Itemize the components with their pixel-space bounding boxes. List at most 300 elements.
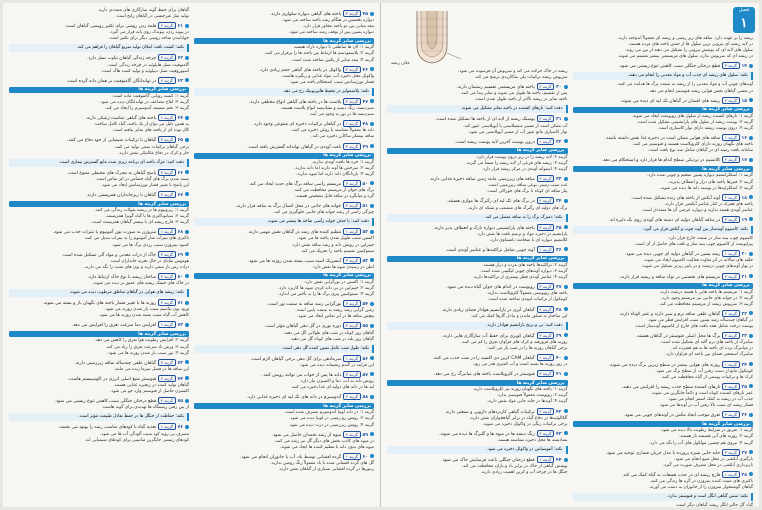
text-line: گزینه ۱: اکسین در نورگرایی نقش دارد. (304, 279, 374, 285)
section-header: بررسی سایر گزینه ها (573, 421, 754, 427)
question-number: ۶۲ (177, 56, 183, 62)
text-line: آوندهای چوبی آب و مواد معدنی را از ریشه به سمت برگ ها هدایت می کنند. (616, 82, 753, 88)
answer-option-tag: گزینه ۴ (722, 273, 739, 280)
answer-text: تنظیم کننده های رشد در گیاهان نقش مهمی دارند. (247, 230, 342, 236)
question-number: ۵۸ (362, 395, 368, 401)
answer-text: فتوسنتز منبع اصلی انرژی در اکوسیستم هاست. (67, 376, 157, 382)
text-line: در بهار آوندهای چوبی درشت و در پاییز ریزتر تشکیل می شوند. (641, 264, 753, 270)
section-header: بررسی سایر گزینه ها (573, 283, 754, 289)
answer-option-tag: گزینه ۱ (158, 423, 175, 430)
question-number: ۶۷ (177, 192, 183, 198)
bullet-icon (185, 323, 189, 327)
text-line: گزینه ۲: روپوست معمولاً فتوسنتز ندارد. (496, 393, 568, 399)
text-line: اکسیژن حاصل از فتوسنتز وارد جو می شود. (110, 389, 189, 395)
answer-text: یاخته های گیاهی تمامیت ژنتیکی دارند. (85, 116, 157, 122)
bullet-icon (185, 425, 189, 429)
answer-item (194, 66, 374, 74)
left-page-column-2 (9, 8, 189, 502)
answer-item (387, 430, 568, 438)
question-number: ۳۲ (556, 139, 562, 145)
answer-option-tag: گزینه ۴ (158, 191, 175, 198)
question-number: ۶۹ (177, 252, 183, 258)
text-line: خار و کرک در دفاع مکانیکی نقش دارند. (117, 150, 189, 156)
section-header: بررسی سایر گزینه ها (9, 331, 189, 337)
answer-item (387, 246, 568, 254)
text-line: کوتیکول مانع از دست رفتن آب از سطح برگ می شود. (655, 368, 753, 374)
text-line: گزینه ۱: لان ها مناطقی با دیواره نازک هستند. (292, 45, 374, 51)
text-line: گیاهان برای حفظ گونه سازگاری های متعددی دارند. (97, 8, 189, 13)
bullet-icon (749, 98, 753, 102)
book-spread (3, 3, 759, 507)
text-line: گیاه گل جالیز انگل ریشه گیاهان دیگر است. (675, 503, 753, 509)
question-number: ۲۴ (741, 362, 747, 368)
answer-text: گیاهان علفی ساقه نرم و سبز دارند و عمر کوتاه دارند. (618, 311, 721, 317)
root-tip-figure (387, 9, 568, 67)
answer-item (9, 375, 189, 383)
bullet-icon (370, 67, 374, 71)
text-line: در خاک های خشک ریشه های عمیق تر دیده می شوند. (92, 281, 189, 286)
answer-text: رنگ دیسه ها در میوه ها و گلبرگ ها دیده می شوند. (439, 431, 535, 437)
bullet-icon (749, 136, 753, 140)
answer-option-tag: گزینه ۴ (158, 77, 175, 84)
answer-option-tag: گزینه ۱ (537, 246, 554, 253)
question-number: ۳۶ (556, 247, 562, 253)
question-number: ۶۸ (177, 230, 183, 236)
answer-option-tag: گزینه ۲ (722, 411, 739, 418)
text-line: مصرف بی رویه کود سبب آلودگی آب ها می شود. (100, 431, 189, 437)
answer-item (194, 393, 374, 401)
answer-text: روپوست در اندام های جوان گیاه دیده می شود. (446, 285, 535, 291)
right-page-column-2 (387, 8, 568, 502)
answer-item (387, 115, 568, 123)
question-number: ۶۴ (177, 116, 183, 122)
question-number: ۲۵ (741, 384, 747, 390)
text-line: در پیوند زدن، پیوندک روی پایه قرار می گیرد. (109, 30, 189, 36)
text-line: کاهش آب گیاه سبب بسته شدن روزنه ها می شود. (98, 313, 189, 319)
bullet-icon (564, 199, 568, 203)
answer-option-tag: گزینه ۳ (537, 283, 554, 290)
answer-option-tag: گزینه ۴ (722, 383, 739, 390)
bullet-icon (749, 64, 753, 68)
answer-option-tag: گزینه ۲ (537, 83, 554, 90)
question-number: ۲۷ (741, 450, 747, 456)
text-line: گزینه ۲: در جوانه های جانبی نیز مریستم وجود دارد. (661, 295, 753, 301)
question-number: ۳۱ (556, 117, 562, 123)
answer-item (573, 134, 754, 142)
text-line: میوه های بدون دانه با تنظیم کننده ها ایجاد می شوند. (279, 444, 374, 450)
text-line: یاخته های روپوستی معمولاً کلروپلاست ندارند. (486, 291, 568, 297)
answer-item (9, 191, 189, 199)
text-line: گزینه ۴: نور سبب باز شدن روزنه ها می شود. (107, 350, 189, 356)
bullet-icon (185, 56, 189, 60)
note-box (573, 226, 754, 234)
text-line: دیواره نخستین در هنگام رشد یاخته ساخته می شود. (281, 18, 374, 24)
answer-item (387, 224, 568, 232)
text-line: این ساختار به شناور ماندن و تبادل گازها کمک می کند. (470, 313, 568, 319)
answer-option-tag: گزینه ۴ (158, 299, 175, 306)
answer-option-tag: گزینه ۱ (722, 361, 739, 368)
text-line: پیچش ساقه ها در اثر تماس ایجاد می شود. (297, 314, 374, 320)
text-line: برخی گیاهان روزنه ها را در شب باز می کنند. (486, 345, 568, 351)
text-line: گیاهان تولید کننده در زنجیره غذایی هستند. (113, 383, 189, 389)
text-line: نشادیسه ها محل ذخیره نشاسته هستند. (496, 437, 568, 443)
note-text: نکته: سلول های ریشه ای جذب آب و مواد معدنی را انجام می دهند. (627, 73, 748, 79)
text-line: ریشه در خاک حرکت می کند و سرپوش آن فرسوده می شود. (458, 69, 568, 74)
bullet-icon (370, 181, 374, 185)
answer-item (387, 354, 568, 362)
question-number: ۶۰ (362, 454, 368, 460)
answer-item (573, 194, 754, 202)
question-number: ۳۰ (556, 85, 562, 91)
note-text: نکته: دمبرگ برگ را به ساقه متصل می کند. (484, 214, 563, 220)
answer-option-tag: گزینه ۳ (722, 62, 739, 69)
answer-text: گرده افشانی توسط باد، آب یا جانوران انجام می شود. (240, 454, 342, 460)
bullet-icon (564, 333, 568, 337)
text-line: در لایه ریشه ای بیرونی ترین سلول ها از جنس یاخته های مرده هستند. (628, 42, 753, 48)
text-line: فشار ریشه ای سبب بالا رفتن آب در آوندها می شود. (658, 403, 753, 409)
text-line: این فرایند در گندم زمستانه دیده می شود. (299, 362, 374, 368)
answer-text: ترکیبات گیاهی کاربردهای دارویی و صنعتی دارند. (444, 409, 535, 415)
section-header: بررسی سایر گزینه ها (387, 380, 568, 386)
answer-option-tag: گزینه ۲ (537, 197, 554, 204)
answer-item (387, 175, 568, 183)
text-line: گزینه ۲: فیبرها یاخته های دراز و انعطاف پذیرند. (667, 179, 753, 185)
section-header: بررسی سایر گزینه ها (573, 166, 754, 172)
text-line: گزینه ۱: تعریق در شرایط رطوبت بالا دیده می شود. (660, 428, 753, 434)
question-number: ۲۱ (741, 274, 747, 280)
question-number: ۷۳ (177, 360, 183, 366)
text-line: یاخته های نگهبان روزنه دارای کلروپلاست هستند و فتوسنتز می کنند. (632, 142, 753, 148)
text-line: گره و میانگره در ساقه قابل تشخیص هستند. (294, 194, 374, 200)
answer-text: پاسخ گیاهان به محرک های محیطی متنوع است. (67, 170, 157, 176)
note-text: نکته: کشت بافت امکان تولید سریع گیاهان را فراهم می کند. (76, 45, 184, 51)
text-line: سلول های لایه ای که پوشش بیرونی را تشکیل می دهند از بین می روند. (624, 48, 753, 54)
chapter-label: فصل (738, 7, 750, 13)
answer-text: پلاست ها در یاخته های گیاهی انواع مختلفی دارند. (248, 99, 342, 105)
answer-option-tag: گزینه ۲ (722, 194, 739, 201)
answer-option-tag: گزینه ۴ (343, 202, 360, 209)
question-number: ۵۲ (362, 230, 368, 236)
answer-text: آندوسپرم در دانه های تک لپه ای ذخیره غذایی دارد. (246, 395, 342, 401)
section-header: بررسی سایر گزینه ها (573, 107, 754, 113)
answer-option-tag: گزینه ۴ (537, 430, 554, 437)
answer-text: گیاهان با ترکیبات شیمیایی از خود دفاع می کنند. (66, 138, 157, 144)
answer-text: قطع درختان جنگلی سبب کاهش تنوع زیستی می شود. (618, 64, 721, 70)
bullet-icon (185, 252, 189, 256)
text-line: گزینه ۳: تخم ضمیمه آندوسپرم را ایجاد می کند. (104, 106, 189, 112)
bullet-icon (185, 274, 189, 278)
question-number: ۵۷ (362, 372, 368, 378)
text-line: چیرگی رأسی از رشد جوانه های جانبی جلوگیری می کند. (273, 210, 374, 216)
text-line: ساقه نیشکر ساکارز ذخیره می کند. (311, 134, 374, 140)
answer-option-tag: گزینه ۲ (343, 66, 360, 73)
note-text: دقت کنید: نی و برنج پارانشیم هوادار دارند. (486, 322, 563, 328)
note-text: دقت کنید: مرگ یاخته ای برنامه ریزی شده مانع گسترش بیماری است. (58, 159, 184, 165)
right-page-columns (387, 8, 753, 509)
text-line: گزینه ۴: آوندها در جابه جایی مواد نقش دارند. (486, 399, 568, 405)
bullet-icon (749, 472, 753, 476)
question-number: ۳۴ (556, 199, 562, 205)
left-page-columns (9, 8, 374, 502)
answer-text: روزنه های هوایی بیشتر در سطح زیرین برگ دیده می شوند. (608, 362, 721, 368)
text-line: جیبرلین در رویش دانه و رشد ساقه نقش دارد. (291, 242, 374, 248)
text-line: گزینه ۲: لقاح مضاعف در نهاندانگان دیده می شود. (99, 99, 189, 105)
text-line: گزینه ۳: قارچ ریشه ای با بیشتر گیاهان همزیست است. (90, 220, 189, 226)
answer-item (194, 431, 374, 439)
text-line: تیغه میانی بین دو یاخته مجاور قرار دارد. (302, 24, 374, 30)
text-line: اسپوروفیت نسل دیپلوئید و تولید کننده هاگ است. (101, 68, 189, 74)
text-line: گزینه ۱: کیسه رویانی گامتوفیت ماده است. (112, 93, 189, 99)
text-line: پس از تقسیم، یاخته ها طویل می شوند و تمایز پیدا می کنند. (460, 91, 568, 97)
answer-text: واکوئل در یاخته های گیاهی حجم زیادی دارد. (259, 67, 342, 73)
answer-text: آبسیزیک اسید سبب بسته شدن روزنه ها می شود. (247, 258, 342, 264)
answer-text: جابه جایی شیره پرورده با مدل جریان فشاری توجیه می شود. (605, 450, 721, 456)
text-line: سبزدیسه، رنگ دیسه و نشادیسه انواع پلاست هستند. (280, 106, 374, 112)
answer-text: یاخته های مریستمی تقسیم رشتمان دارند. (456, 85, 535, 91)
question-number: ۶۱ (177, 24, 183, 30)
answer-item (9, 423, 189, 431)
text-line: لپه ها در دانه های دولپه ای غذا ذخیره می کنند. (290, 385, 374, 391)
answer-text: چرخه زندگی گیاهان تناوب نسل دارد. (87, 56, 157, 62)
question-number: ۳۸ (556, 307, 562, 313)
answer-option-tag: گزینه ۱ (537, 456, 554, 463)
answer-item (387, 306, 568, 314)
answer-option-tag: گزینه ۳ (722, 216, 739, 223)
bullet-icon (185, 376, 189, 380)
bullet-icon (185, 24, 189, 28)
answer-item (573, 411, 754, 419)
question-number: ۳۹ (556, 333, 562, 339)
answer-text: گیاهان آبزی در پارانشیم هوادار فضای زیادی دارند. (441, 307, 535, 313)
answer-text: فتوسنتز در کلروپلاست یاخته های میانبرگ رخ می دهد. (433, 372, 535, 378)
text-line: زنبورها در گرده افشانی بسیاری از گیاهان نقش دارند. (278, 467, 374, 473)
answer-text: یاخته های گیاهی دیواره سلولزی دارند. (269, 12, 342, 17)
answer-option-tag: گزینه ۳ (722, 449, 739, 456)
section-header: بررسی سایر گزینه ها (9, 201, 189, 207)
answer-option-tag: گزینه ۱ (537, 138, 554, 145)
note-text: نکته: ریشه های هوایی در گیاهان مناطق مرطوب دیده می شوند. (69, 290, 184, 296)
text-line: گزینه ۳: پوست ریشه از سلول های پارانشیمی تشکیل شده است. (636, 119, 753, 125)
text-line: در میوه های کاذب بخش های دیگر گل نیز رشد می کنند. (274, 438, 374, 444)
bullet-icon (564, 431, 568, 435)
text-line: یاخته های همراه در کنار عناصر آبکشی قرار دارند. (664, 201, 753, 207)
note-text: نکته: پلاسمولیز در محیط هایپرتونیک رخ می دهد. (282, 88, 369, 94)
text-line: آلکالوئیدها در دفاع گیاه در برابر گیاهخواران نقش دارند. (469, 415, 568, 421)
answer-option-tag: گزینه ۳ (537, 175, 554, 182)
question-number: ۱۶ (741, 136, 747, 142)
text-line: جذب آب در ریشه به کمک اسمز انجام می شود. (667, 397, 753, 403)
question-number: ۵۶ (362, 356, 368, 362)
text-line: برخی ترکیبات رنگی در واکوئل ذخیره می شوند. (482, 421, 568, 427)
text-line: کوتیکول از ترکیبات لیپیدی ساخته شده است. (487, 297, 568, 303)
text-line: گیاهان روز کوتاه در شب های طولانی گل می دهند. (283, 330, 374, 336)
text-line: فشار تورژسانس سبب استحکام یاخته می شود. (289, 79, 374, 85)
answer-text: در ساقه گیاهان دولپه ای دسته های آوندی روی یک دایره اند. (608, 217, 721, 223)
answer-text: روزنه ها با تغییر فشار یاخته های نگهبان باز و بسته می شوند. (42, 301, 157, 307)
text-line: به همین دلیل می توان از یک یاخته، گیاه کامل ساخت. (93, 122, 189, 128)
text-line: در روز روزنه ها بسته است و آب کمتری هدر می رود. (472, 362, 568, 368)
text-line: سامانه بافت زمینه ای در گیاهان شامل سه نوع بافت است. (647, 148, 753, 154)
bullet-icon (749, 217, 753, 221)
text-line: دیواره پسین پس از توقف رشد ساخته می شود. (288, 30, 374, 36)
text-line: این ساقه ها در فصل سرما زنده می مانند. (113, 366, 189, 372)
answer-item (573, 273, 754, 281)
question-number: ۲۳ (741, 334, 747, 340)
text-line: خوابانیدن شاخه روشی دیگر برای تکثیر است. (108, 36, 189, 42)
answer-item (387, 370, 568, 378)
text-line: باکتری های تثبیت کننده نیتروژن در گره ها زندگی می کنند. (649, 478, 753, 484)
answer-option-tag: گزینه ۳ (343, 371, 360, 378)
question-number: ۱۷ (741, 158, 747, 164)
answer-option-tag: گزینه ۳ (158, 251, 175, 258)
text-line: حلقه های سالانه در اثر تفاوت فعالیت کامبیوم ایجاد می شوند. (643, 258, 753, 264)
answer-text: ریشه های افشان در گیاهان تک لپه ای دیده می شوند. (620, 98, 721, 104)
question-number: ۱۴ (741, 64, 747, 70)
text-line: ذرات رس بار منفی دارند و یون های مثبت را نگه می دارند. (83, 264, 189, 270)
bullet-icon (564, 177, 568, 181)
note-box (194, 345, 374, 353)
answer-text: دانه ها پس از خواب می توانند رویش کنند. (262, 372, 342, 378)
answer-option-tag: گزینه ۲ (343, 180, 360, 187)
text-line: باکتری های نیترات ساز آمونیوم را به نیترات تبدیل می کنند. (83, 236, 189, 242)
bullet-icon (370, 144, 374, 148)
bullet-icon (185, 138, 189, 142)
bullet-icon (564, 458, 568, 462)
answer-text: مریستم رأسی ساقه برگ های جدید ایجاد می کند. (248, 181, 342, 187)
answer-option-tag: گزینه ۲ (343, 300, 360, 307)
answer-item (9, 77, 189, 85)
answer-text: گیاهان با ریزجانداران همزیستی دارند. (85, 192, 157, 198)
root-tip-illustration (397, 9, 467, 65)
question-number: ۷۶ (177, 425, 183, 431)
answer-item (9, 114, 189, 122)
question-number: ۴۱ (556, 372, 562, 378)
answer-item (194, 453, 374, 461)
bullet-icon (185, 116, 189, 120)
text-line: تولید مثل غیرجنسی در گیاهان رایج است. (115, 14, 189, 20)
bullet-icon (370, 395, 374, 399)
text-line: گزینه ۴: تیغه میانی از پکتین ساخته شده است. (291, 57, 374, 63)
text-line: دانه ها معمولاً نشاسته یا روغن ذخیره می کنند. (291, 128, 374, 134)
question-number: ۷۱ (177, 301, 183, 307)
text-line: گزینه ۲: تراکئیدها یاخته های مرده و دراز هستند. (482, 262, 568, 268)
bullet-icon (564, 372, 568, 376)
answer-text: ساختار ریشه با نوع خاک ارتباط دارد. (87, 274, 157, 280)
text-line: گزینه ۱: یاخته های نگهبان روزنه نیز کلروپلاست دارند. (472, 387, 568, 393)
answer-item (573, 156, 754, 164)
bullet-icon (185, 301, 189, 305)
section-header: بررسی سایر گزینه ها (194, 153, 374, 159)
answer-option-tag: گزینه ۱ (343, 355, 360, 362)
answer-text: میوه از رشد تخمدان حاصل می شود. (271, 432, 342, 438)
answer-text: خاک از ذرات معدنی و مواد آلی تشکیل شده است. (61, 252, 157, 258)
answer-item (194, 10, 374, 18)
answer-option-tag: گزینه ۲ (158, 169, 175, 176)
answer-option-tag: گزینه ۴ (343, 431, 360, 438)
question-number: ۷۴ (177, 376, 183, 382)
left-page (3, 3, 381, 507)
bullet-icon (370, 12, 374, 16)
note-text: نکته: کامبیوم آوندساز بین آوند چوب و آبکش قرار می گیرد. (642, 227, 748, 233)
text-line: عمر تارهای کشنده کوتاه است و دائماً جایگزین می شوند. (650, 390, 753, 396)
question-number: ۴۷ (362, 99, 368, 105)
note-text: نکته: حفاظت از جنگل ها در حفظ تعادل طبیعت مؤثر است. (78, 414, 184, 420)
note-box (387, 214, 568, 222)
note-text: نکته: آنتوسیانین در واکوئل ذخیره می شود. (486, 447, 563, 453)
bullet-icon (749, 334, 753, 338)
text-line: گزینه ۳: اسکلرئیدها در پوسته دانه ها دیده می شوند. (659, 185, 753, 191)
answer-text: قارچ ریشه ای در جذب فسفات به گیاه کمک می کند. (621, 472, 721, 478)
text-line: گزینه ۲: سیانوباکتری ها با گیاه گونرا همزیستند. (104, 214, 189, 220)
text-line: گامتوفیت نسل هاپلوئید در چرخه زندگی است. (107, 62, 189, 68)
answer-option-tag: گزینه ۳ (722, 332, 739, 339)
question-number: ۴۹ (362, 144, 368, 150)
text-line: از بین رفتن زیستگاه ها تهدیدی برای گونه هاست. (101, 405, 189, 411)
bullet-icon (564, 247, 568, 251)
answer-item (9, 54, 189, 62)
text-line: گزینه ۳: روزنه های آبی همیشه باز هستند. (678, 434, 753, 440)
question-number: ۲۲ (741, 311, 747, 317)
answer-option-tag: گزینه ۴ (343, 98, 360, 105)
answer-text: ساقه های زیرزمینی مانند زمین ساقه ذخیره غذایی دارند. (429, 177, 535, 183)
text-line: آب ممکن است از مسیر سیمپلاستی یا آپوپلاستی عبور کند. (463, 123, 568, 129)
answer-option-tag: گزینه ۲ (158, 22, 175, 29)
question-number: ۶۳ (177, 78, 183, 84)
question-number: ۳۵ (556, 225, 562, 231)
chapter-badge (733, 7, 755, 33)
text-line: گزینه ۳: دیواره آوندهای چوبی لیگنینی شده است. (479, 269, 568, 275)
answer-text: قطع درختان جنگلی باعث فرسایش خاک می شود. (441, 458, 535, 464)
bullet-icon (749, 413, 753, 417)
text-line: کودهای زیستی جایگزین مناسبی برای کودهای شیمیایی اند. (84, 437, 189, 443)
text-line: گزینه ۴: استوانه آوندی در مرکز ریشه قرار دارد. (481, 167, 568, 173)
answer-text: گیاهان علفی چندساله ساقه زیرزمینی دارند. (74, 360, 157, 366)
text-line: این پاسخ با تغییر فشار تورژسانس ایجاد می شود. (101, 182, 189, 188)
bullet-icon (185, 399, 189, 403)
question-number: ۷۲ (177, 323, 183, 329)
answer-option-tag: گزینه ۴ (158, 397, 175, 404)
bullet-icon (185, 230, 189, 234)
answer-text: یاخته های پارانشیمی دیواره نازک و انعطاف پذیر دارند. (433, 225, 535, 231)
bullet-icon (370, 432, 374, 436)
section-header: بررسی سایر گزینه ها (387, 148, 568, 154)
text-line: پیراپوست از کامبیوم چوب پنبه ساز و بافت های حاصل از آن است. (634, 242, 753, 248)
text-line: گزینه ۱: تارهای کشنده ریشه از سلول های روپوست ایجاد می شوند. (631, 113, 753, 119)
text-line: گزینه ۲: افزایش رطوبت هوا تعرق را کاهش می دهد. (94, 338, 189, 344)
answer-item (9, 169, 189, 177)
figure-caption: غلاف ریشه (391, 60, 410, 65)
answer-text: تعرق موجب ایجاد مکش در آوندهای چوبی می شود. (623, 413, 721, 419)
answer-item (194, 98, 374, 106)
question-number: ۴۲ (556, 409, 562, 415)
question-number: ۴۴ (556, 458, 562, 464)
text-line: گیاهان روز بلند در شب های کوتاه گل می دهند. (289, 336, 374, 342)
question-number: ۴۸ (362, 122, 368, 128)
answer-option-tag: گزینه ۱ (722, 250, 739, 257)
right-page (381, 3, 759, 507)
text-line: در میانبرگ نرده ای یاخته ها به هم فشرده اند. (671, 346, 753, 352)
question-number: ۴۵ (362, 12, 368, 17)
text-line: در بعضی گیاهان بخش هوایی ریشه فتوسنتز انجام می دهد. (648, 88, 753, 94)
answer-text: نورگرایی رشد ساقه به سمت نور است. (266, 302, 342, 308)
answer-text: پوستک ریشه از لایه ای از یاخته ها تشکیل شده است. (435, 117, 535, 123)
answer-text: آوند آبکش از یاخته های زنده تشکیل شده است. (631, 195, 721, 201)
question-number: ۶۵ (177, 138, 183, 144)
answer-option-tag: گزینه ۱ (722, 471, 739, 478)
answer-text: گیاهان CAM کربن دی اکسید را در شب جذب می کنند. (432, 356, 535, 361)
answer-option-tag: گزینه ۲ (158, 375, 175, 382)
answer-item (194, 180, 374, 188)
